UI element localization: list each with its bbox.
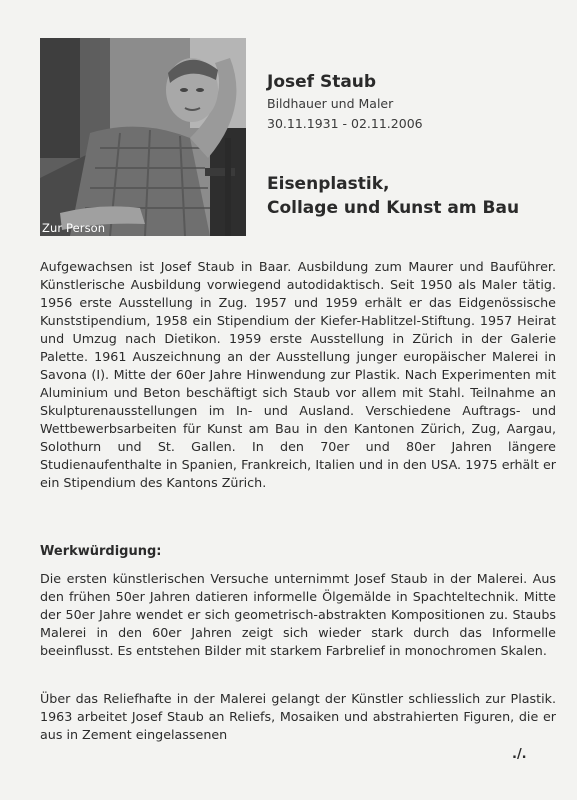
portrait-photo: [40, 38, 246, 236]
artist-role: Bildhauer und Maler: [267, 96, 394, 111]
document-title: [267, 172, 519, 220]
appreciation-paragraph-2: Über das Reliefhafte in der Malerei gelangt der Künstler schliesslich zur Plastik. 1963 arbeitet Josef Staub an Reliefs, Mosaiken und abstrahierten Figuren, die er aus in Zement eingelassenen: [40, 691, 556, 742]
artist-name: Josef Staub: [267, 72, 377, 92]
biography-paragraph: Aufgewachsen ist Josef Staub in Baar. Ausbildung zum Maurer und Bauführer. Künstlerische Ausbildung vorwiegend autodidaktisch. Seit 1950 als Maler tätig. 1956 erste Ausstellung in Zug. 1957 und 1959 erhält er das Eidgenössische Kunststipendium, 1958 ein Stipendium der Kiefer-Hablitzel-Stiftung. 1957 Heirat und Umzug nach Dietikon. 1959 erste Ausstellung in Zürich in der Galerie Palette. 1961 Auszeichnung an der Ausstellung junger europäischer Malerei in Savona (I). Mitte der 60er Jahre Hinwendung zur Plastik. Nach Experimenten mit Aluminium und Beton beschäftigt sich Staub vor allem mit Stahl. Teilnahme an Skulpturenausstellungen im In- und Ausland. Verschiedene Auftrags- und Wettbewerbsarbeiten für Kunst am Bau in den Kantonen Zürich, Zug, Aargau, Solothurn und St. Gallen. In den 70er und 80er Jahren längere Studienaufenthalte in Spanien, Frankreich, Italien und in den USA. 1975 erhält er ein Stipendium des Kantons Zürich.: [40, 259, 556, 490]
portrait-image: [40, 38, 246, 236]
continuation-mark: ./.: [512, 747, 527, 762]
title-line-2: Collage und Kunst am Bau: [267, 198, 520, 218]
artist-dates: 30.11.1931 - 02.11.2006: [267, 116, 423, 131]
photo-caption: Zur Person: [42, 221, 106, 235]
title-line-1: Eisenplastik,: [267, 174, 390, 194]
appreciation-heading: Werkwürdigung:: [40, 544, 162, 559]
appreciation-paragraph-1: Die ersten künstlerischen Versuche unternimmt Josef Staub in der Malerei. Aus den frühen 50er Jahren datieren informelle Ölgemälde in Spachteltechnik. Mitte der 50er Jahre wendet er sich geometrisch-abstrakten Kompositionen zu. Staubs Malerei in den 60er Jahren zeigt sich wieder stark durch das Informelle beeinflusst. Es entstehen Bilder mit starkem Farbrelief in monochromen Skalen.: [40, 571, 556, 658]
